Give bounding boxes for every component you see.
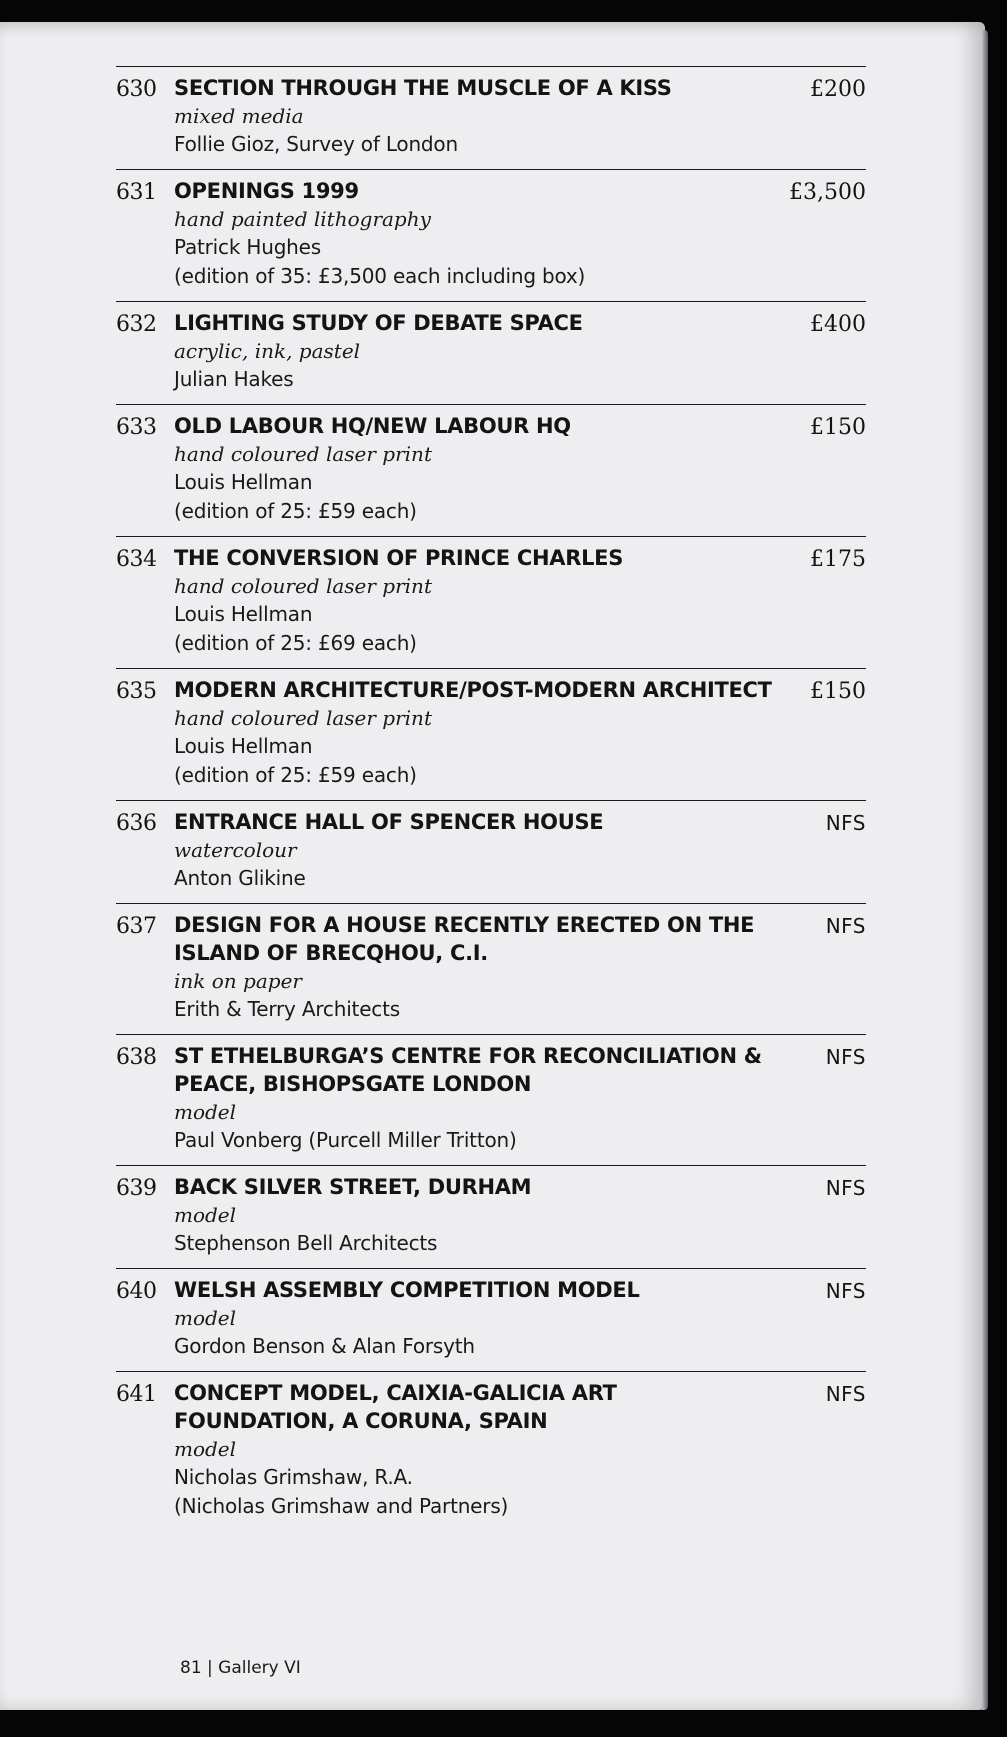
entry-note: (edition of 25: £59 each) — [174, 763, 417, 787]
entry-body — [174, 309, 784, 394]
entry-body — [174, 74, 784, 159]
entry-number: 641 — [116, 1382, 157, 1407]
entry-number: 636 — [116, 811, 157, 836]
entry-price: £150 — [810, 679, 866, 704]
entry-number: 632 — [116, 312, 157, 337]
page-edge — [982, 30, 988, 1710]
catalogue-entry — [116, 536, 866, 668]
entry-number: 637 — [116, 914, 157, 939]
entry-number: 631 — [116, 180, 157, 205]
entry-artist: Patrick Hughes — [174, 235, 321, 259]
entry-price: NFS — [825, 1176, 866, 1200]
entry-body — [174, 412, 784, 526]
entry-medium: model — [174, 1203, 237, 1227]
entry-price: NFS — [825, 914, 866, 938]
entry-artist: Louis Hellman — [174, 734, 313, 758]
entry-title: LIGHTING STUDY OF DEBATE SPACE — [174, 311, 583, 335]
entry-body — [174, 177, 784, 291]
catalogue-entry — [116, 169, 866, 301]
catalogue-entry — [116, 1165, 866, 1268]
entry-list — [116, 66, 866, 1531]
entry-price: £150 — [810, 415, 866, 440]
entry-artist: Erith & Terry Architects — [174, 997, 400, 1021]
entry-number: 634 — [116, 547, 157, 572]
entry-price: NFS — [825, 1045, 866, 1069]
entry-medium: watercolour — [174, 838, 297, 862]
entry-medium: mixed media — [174, 104, 304, 128]
entry-artist: Stephenson Bell Architects — [174, 1231, 438, 1255]
entry-title: BACK SILVER STREET, DURHAM — [174, 1175, 532, 1199]
entry-number: 633 — [116, 415, 157, 440]
entry-body — [174, 1042, 784, 1155]
entry-body — [174, 1379, 784, 1521]
catalogue-entry — [116, 903, 866, 1034]
catalogue-entry — [116, 1034, 866, 1165]
entry-medium: hand coloured laser print — [174, 574, 432, 598]
entry-medium: hand painted lithography — [174, 207, 431, 231]
entry-body — [174, 1276, 784, 1361]
entry-title: CONCEPT MODEL, CAIXIA-GALICIA ART FOUNDATION, A CORUNA, SPAIN — [174, 1381, 617, 1433]
catalogue-entry — [116, 66, 866, 169]
entry-number: 640 — [116, 1279, 157, 1304]
entry-artist: Anton Glikine — [174, 866, 306, 890]
catalogue-entry — [116, 404, 866, 536]
entry-body — [174, 911, 784, 1024]
catalogue-entry — [116, 301, 866, 404]
entry-note: (edition of 25: £69 each) — [174, 631, 417, 655]
entry-artist: Julian Hakes — [174, 367, 294, 391]
entry-note: (edition of 25: £59 each) — [174, 499, 417, 523]
entry-number: 630 — [116, 77, 157, 102]
entry-medium: acrylic, ink, pastel — [174, 339, 361, 363]
entry-medium: model — [174, 1437, 237, 1461]
entry-title: THE CONVERSION OF PRINCE CHARLES — [174, 546, 624, 570]
entry-medium: hand coloured laser print — [174, 442, 432, 466]
entry-title: SECTION THROUGH THE MUSCLE OF A KISS — [174, 76, 672, 100]
entry-medium: hand coloured laser print — [174, 706, 432, 730]
entry-title: ST ETHELBURGA’S CENTRE FOR RECONCILIATION & PEACE, BISHOPSGATE LONDON — [174, 1044, 762, 1096]
entry-body — [174, 544, 784, 658]
entry-title: ENTRANCE HALL OF SPENCER HOUSE — [174, 810, 604, 834]
catalogue-entry — [116, 668, 866, 800]
entry-title: MODERN ARCHITECTURE/POST-MODERN ARCHITECT — [174, 678, 772, 702]
entry-price: £200 — [810, 77, 866, 102]
entry-price: NFS — [825, 811, 866, 835]
entry-artist: Louis Hellman — [174, 470, 313, 494]
catalogue-page — [0, 22, 985, 1710]
entry-number: 638 — [116, 1045, 157, 1070]
catalogue-entry — [116, 1371, 866, 1531]
entry-medium: ink on paper — [174, 969, 302, 993]
entry-price: NFS — [825, 1279, 866, 1303]
page-footer: 81 | Gallery VI — [180, 1658, 301, 1678]
entry-price: £175 — [810, 547, 866, 572]
entry-title: OLD LABOUR HQ/NEW LABOUR HQ — [174, 414, 571, 438]
catalogue-entry — [116, 800, 866, 903]
entry-note: (Nicholas Grimshaw and Partners) — [174, 1494, 509, 1518]
entry-title: WELSH ASSEMBLY COMPETITION MODEL — [174, 1278, 640, 1302]
entry-title: OPENINGS 1999 — [174, 179, 359, 203]
entry-body — [174, 676, 784, 790]
entry-medium: model — [174, 1100, 237, 1124]
entry-note: (edition of 35: £3,500 each including box) — [174, 264, 586, 288]
entry-artist: Follie Gioz, Survey of London — [174, 132, 458, 156]
entry-artist: Paul Vonberg (Purcell Miller Tritton) — [174, 1128, 517, 1152]
entry-price: NFS — [825, 1382, 866, 1406]
entry-artist: Gordon Benson & Alan Forsyth — [174, 1334, 475, 1358]
entry-number: 635 — [116, 679, 157, 704]
entry-number: 639 — [116, 1176, 157, 1201]
entry-body — [174, 1173, 784, 1258]
catalogue-entry — [116, 1268, 866, 1371]
entry-price: £400 — [810, 312, 866, 337]
entry-price: £3,500 — [789, 180, 866, 205]
entry-medium: model — [174, 1306, 237, 1330]
entry-artist: Nicholas Grimshaw, R.A. — [174, 1465, 413, 1489]
entry-title: DESIGN FOR A HOUSE RECENTLY ERECTED ON THE ISLAND OF BRECQHOU, C.I. — [174, 913, 755, 965]
entry-artist: Louis Hellman — [174, 602, 313, 626]
entry-body — [174, 808, 784, 893]
